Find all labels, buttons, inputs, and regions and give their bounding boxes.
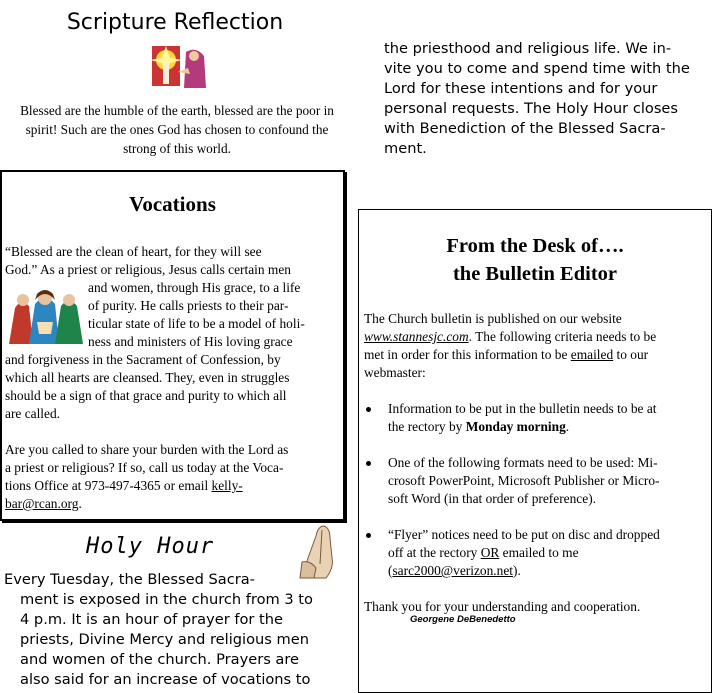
website-link[interactable]: www.stannesjc.com [364, 329, 469, 344]
bullet-text: One of the following formats need to be used: Mi- [388, 455, 658, 470]
vocations-line: “Blessed are the clean of heart, for they will see [5, 244, 262, 259]
holy-hour-title: Holy Hour [86, 534, 215, 559]
bullet-icon [366, 533, 371, 538]
punctuation: ). [513, 563, 521, 578]
punctuation: . [78, 496, 82, 511]
text-line: personal requests. The Holy Hour closes [384, 100, 679, 117]
editor-title-line2: the Bulletin Editor [452, 263, 617, 285]
vocations-line: ticular state of life to be a model of holi- [88, 316, 305, 331]
vocations-line: and women, through His grace, to a life [88, 280, 301, 295]
bullet-text: crosoft PowerPoint, Microsoft Publisher or Micro- [388, 473, 660, 488]
bullet-text: Information to be put in the bulletin needs to be at [388, 401, 657, 416]
text-line: the priesthood and religious life. We in- [384, 40, 672, 57]
scripture-title: Scripture Reflection [66, 10, 284, 35]
editor-email-link[interactable]: sarc2000@verizon.net [392, 563, 513, 578]
text-line: with Benediction of the Blessed Sacra- [384, 120, 666, 137]
bullet-text [388, 545, 579, 561]
holy-family-icon [7, 286, 85, 346]
editor-thanks: Thank you for your understanding and cooperation. [364, 599, 641, 614]
call-text: tions Office at 973-497-4365 or email [5, 478, 212, 493]
email-link[interactable]: bar@rcan.org [5, 496, 79, 511]
editor-intro [364, 347, 648, 363]
bullet-icon [366, 407, 371, 412]
editor-intro-text: . The following criteria needs to be [468, 329, 657, 344]
vocations-line: which all hearts are cleansed. They, even in struggles [5, 370, 290, 385]
or-emphasis: OR [480, 545, 500, 560]
editor-intro-text: to our [613, 347, 649, 362]
editor-intro: webmaster: [364, 365, 426, 380]
vocations-line: are called. [5, 406, 61, 421]
editor-signature: Georgene DeBenedetto [410, 614, 516, 625]
bullet-text: soft Word (in that order of preference). [388, 491, 596, 506]
vocations-line: God.” As a priest or religious, Jesus calls certain men [5, 262, 291, 277]
text-line: Lord for these intentions and for your [384, 80, 658, 97]
editor-intro: The Church bulletin is published on our website [364, 311, 622, 326]
vocations-call-line [5, 478, 243, 494]
vocations-title: Vocations [129, 192, 216, 216]
editor-title [358, 232, 712, 288]
vocations-line: should be a sign of that grace and purity to which all [5, 388, 287, 403]
scripture-text: Blessed are the humble of the earth, blessed are the poor in spirit! Such are the ones God has chosen to confound the strong of this world. [20, 103, 334, 156]
vocations-call-line [5, 496, 82, 512]
bullet-text: “Flyer” notices need to be put on disc and dropped [388, 527, 660, 542]
email-link[interactable]: kelly- [211, 478, 243, 493]
editor-intro [364, 329, 656, 345]
bullet-icon [366, 461, 371, 466]
vocations-line: of purity. He calls priests to their par- [88, 298, 289, 313]
bullet-text-part: the rectory by [388, 419, 466, 434]
text-line: and women of the church. Prayers are [20, 651, 300, 668]
vocations-line: and forgiveness in the Sacrament of Confession, by [5, 352, 281, 367]
candle-praying-icon [148, 42, 210, 90]
punctuation: . [565, 419, 570, 434]
bullet-text [388, 419, 569, 435]
punctuation: ( [388, 563, 393, 578]
text-line: Every Tuesday, the Blessed Sacra- [4, 571, 255, 588]
bullet-text-part: emailed to me [499, 545, 579, 560]
text-line: ment is exposed in the church from 3 to [20, 591, 313, 608]
vocations-call-line: a priest or religious? If so, call us today at the Voca- [5, 460, 284, 475]
text-line: vite you to come and spend time with the [384, 60, 690, 77]
text-line: 4 p.m. It is an hour of prayer for the [20, 611, 284, 628]
editor-title-line1: From the Desk of…. [446, 235, 624, 257]
bullet-text-part: off at the rectory [388, 545, 481, 560]
holy-hour-text [4, 570, 346, 690]
holy-hour-continued [384, 39, 709, 159]
text-line: also said for an increase of vocations to [20, 671, 311, 688]
bullet-bold: Monday morning [465, 419, 566, 434]
text-line: priests, Divine Mercy and religious men [20, 631, 309, 648]
vocations-call-line: Are you called to share your burden with the Lord as [5, 442, 289, 457]
vocations-line: ness and ministers of His loving grace [88, 334, 293, 349]
emailed-link[interactable]: emailed [570, 347, 614, 362]
text-line: ment. [384, 140, 427, 157]
editor-intro-text: met in order for this information to be [364, 347, 571, 362]
bullet-text [388, 563, 521, 579]
